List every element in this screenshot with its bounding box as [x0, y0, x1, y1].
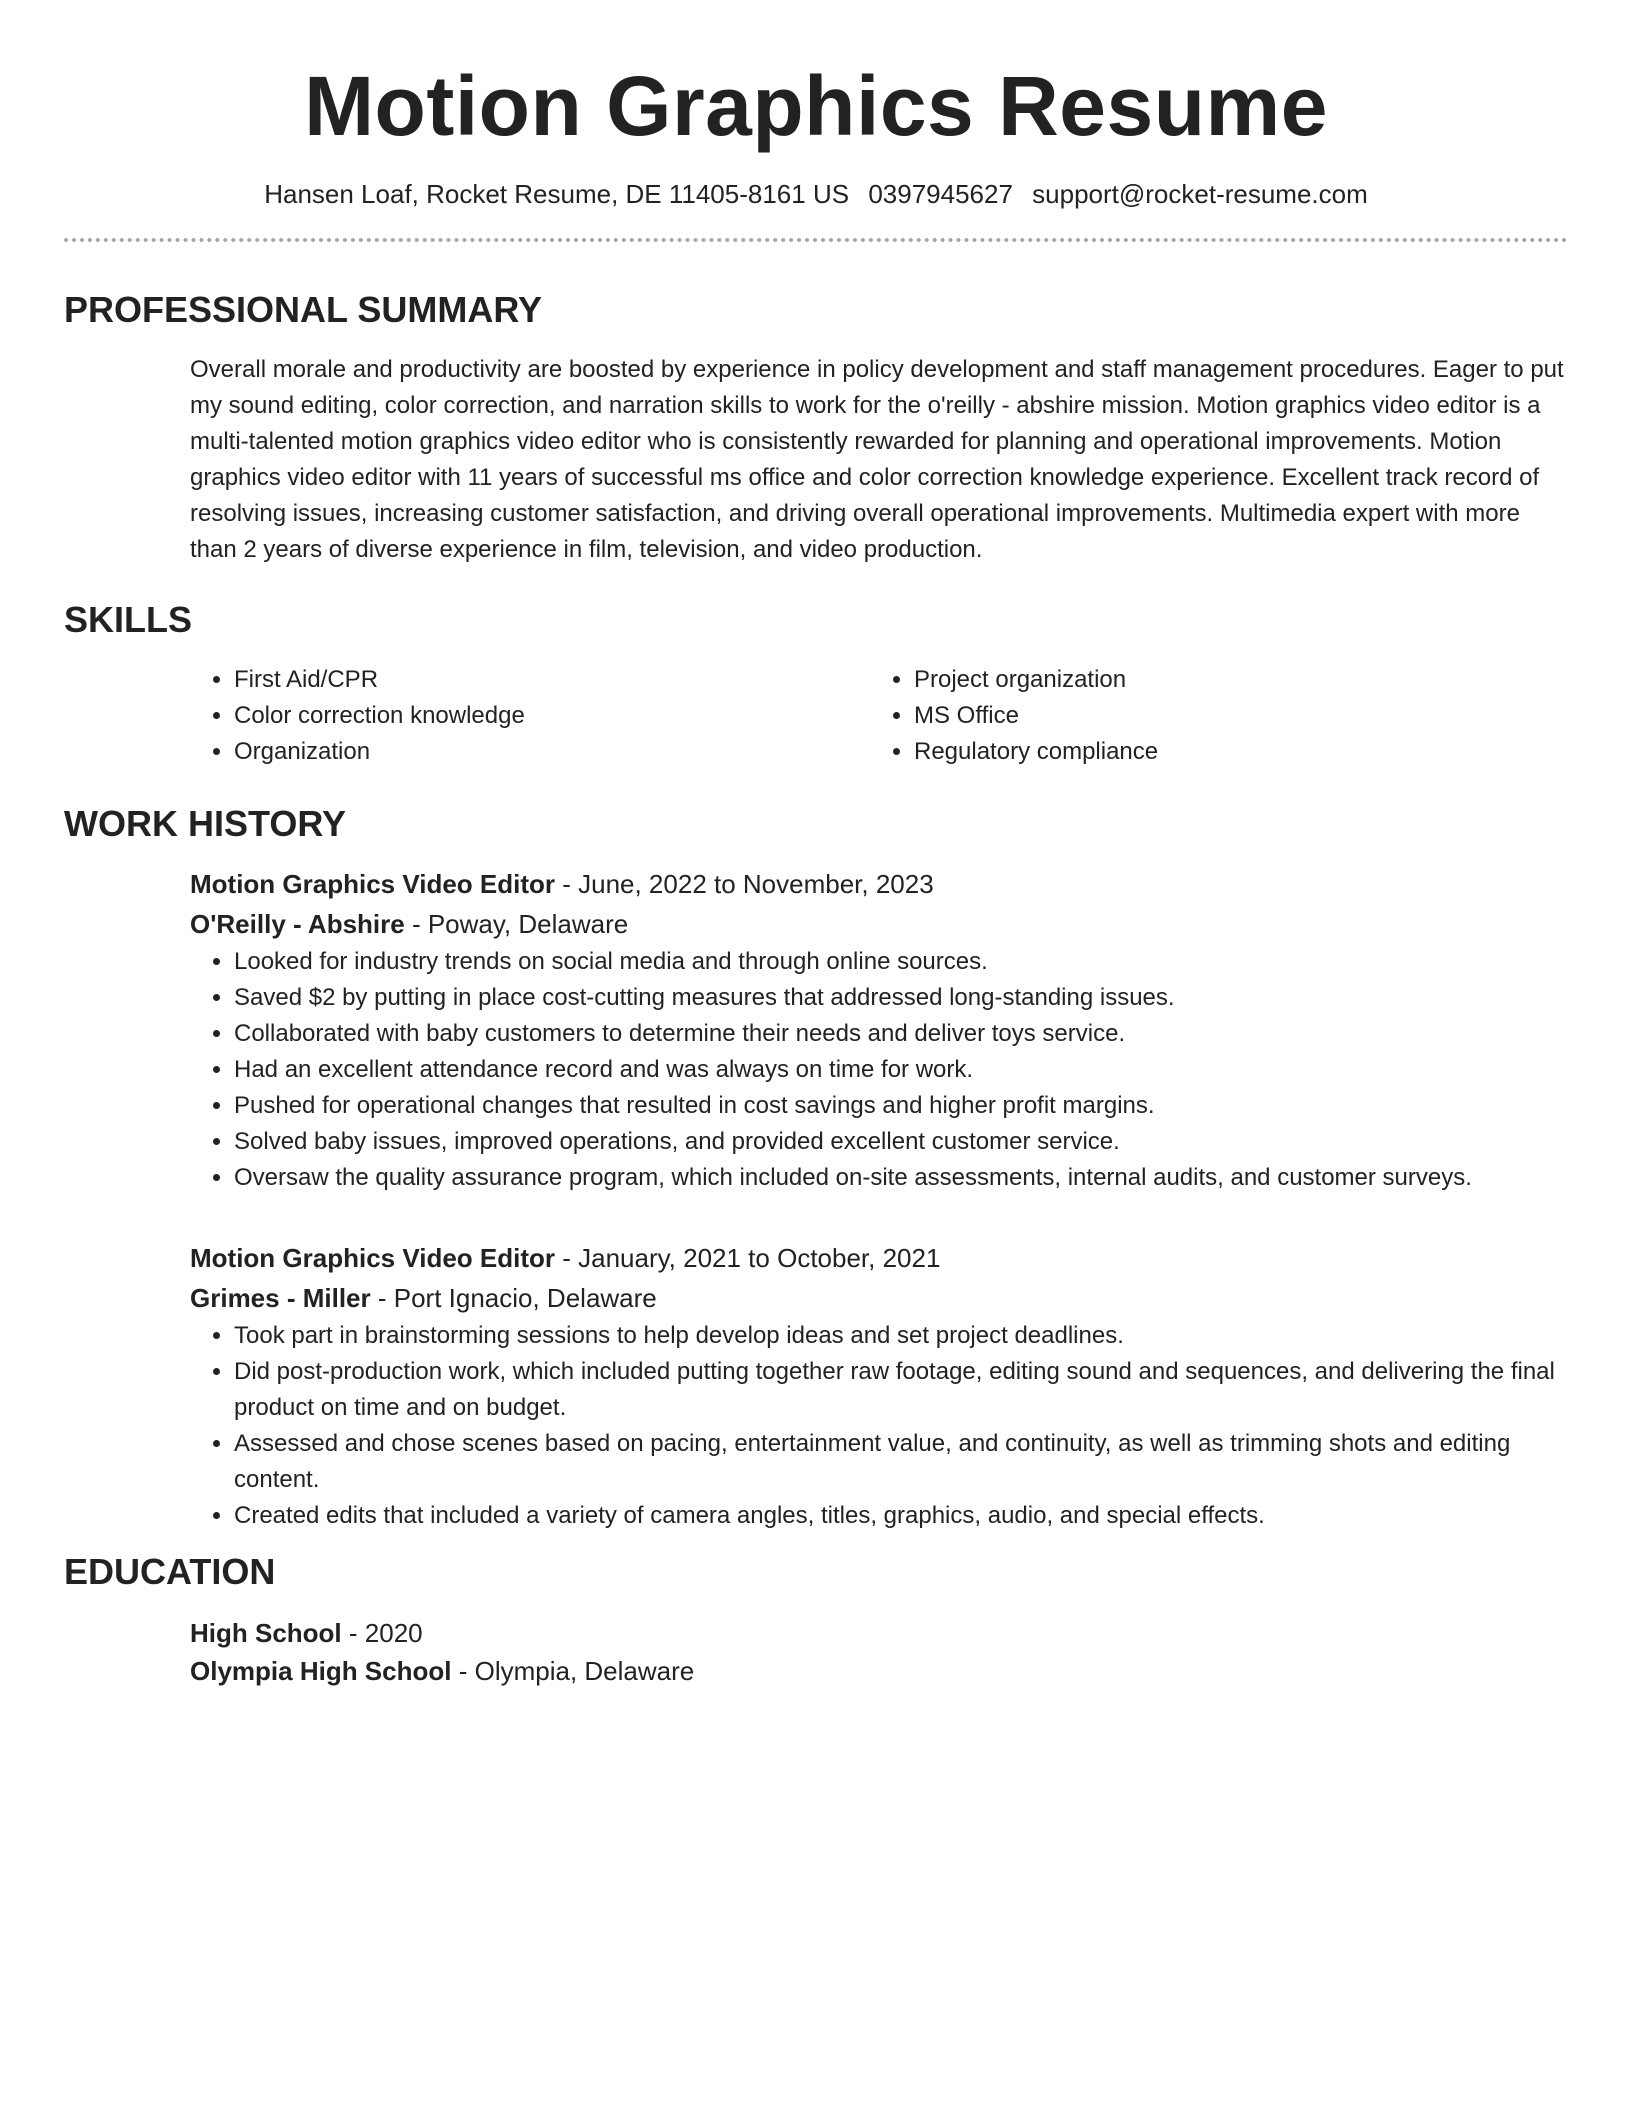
contact-email: support@rocket-resume.com — [1032, 179, 1368, 209]
job-bullet: • Looked for industry trends on social media and through online sources. — [234, 944, 1568, 980]
job-location: - Port Ignacio, Delaware — [370, 1283, 657, 1313]
job-company: Grimes - Miller — [190, 1283, 371, 1313]
job-bullet: • Had an excellent attendance record and was always on time for work. — [234, 1052, 1568, 1088]
section-heading-work: WORK HISTORY — [64, 803, 347, 844]
education-degree-line — [190, 1614, 1568, 1652]
job-bullet: • Assessed and chose scenes based on pacing, entertainment value, and continuity, as well as trimming shots and editing content. — [234, 1426, 1568, 1498]
job-entry — [190, 864, 1568, 1196]
skill-item: • Regulatory compliance — [914, 734, 1568, 770]
section-heading-education: EDUCATION — [64, 1551, 276, 1592]
job-bullet: • Saved $2 by putting in place cost-cutting measures that addressed long-standing issues. — [234, 980, 1568, 1016]
job-entry — [190, 1238, 1568, 1534]
job-company-line — [190, 1278, 1568, 1318]
skill-item: • Organization — [234, 734, 870, 770]
contact-address: Hansen Loaf, Rocket Resume, DE 11405-8161 US — [264, 179, 850, 209]
section-heading-summary: PROFESSIONAL SUMMARY — [64, 289, 543, 330]
job-dates: - January, 2021 to October, 2021 — [555, 1243, 941, 1273]
education-year: - 2020 — [341, 1618, 423, 1648]
section-heading-skills: SKILLS — [64, 599, 193, 640]
job-bullet: • Oversaw the quality assurance program, which included on-site assessments, internal audits, and customer surveys. — [234, 1160, 1568, 1196]
job-bullet: • Solved baby issues, improved operations, and provided excellent customer service. — [234, 1124, 1568, 1160]
skills-grid — [190, 662, 1568, 770]
education-school-line — [190, 1652, 1568, 1690]
education-school: Olympia High School — [190, 1656, 452, 1686]
job-title: Motion Graphics Video Editor — [190, 869, 555, 899]
skill-item: • MS Office — [914, 698, 1568, 734]
job-bullets — [190, 944, 1568, 1196]
skills-list-left — [190, 662, 870, 770]
contact-line — [64, 176, 1568, 212]
job-title: Motion Graphics Video Editor — [190, 1243, 555, 1273]
job-bullet: • Did post-production work, which included putting together raw footage, editing sound and sequences, and delivering the final product on time and on budget. — [234, 1354, 1568, 1426]
education-entry — [190, 1614, 1568, 1690]
professional-summary-section — [64, 288, 1568, 568]
skill-item: • Project organization — [914, 662, 1568, 698]
job-bullet: • Created edits that included a variety of camera angles, titles, graphics, audio, and special effects. — [234, 1498, 1568, 1534]
job-location: - Poway, Delaware — [404, 909, 629, 939]
job-bullet: • Collaborated with baby customers to determine their needs and deliver toys service. — [234, 1016, 1568, 1052]
job-company-line — [190, 904, 1568, 944]
job-company: O'Reilly - Abshire — [190, 909, 405, 939]
contact-phone: 0397945627 — [868, 179, 1013, 209]
job-bullets — [190, 1318, 1568, 1534]
job-title-line — [190, 864, 1568, 904]
education-section — [64, 1550, 1568, 1690]
job-bullet: • Pushed for operational changes that resulted in cost savings and higher profit margins. — [234, 1088, 1568, 1124]
skill-item: • Color correction knowledge — [234, 698, 870, 734]
skill-item: • First Aid/CPR — [234, 662, 870, 698]
job-bullet: • Took part in brainstorming sessions to help develop ideas and set project deadlines. — [234, 1318, 1568, 1354]
header-divider — [64, 238, 1568, 242]
skills-list-right — [870, 662, 1568, 770]
job-dates: - June, 2022 to November, 2023 — [555, 869, 934, 899]
job-title-line — [190, 1238, 1568, 1278]
summary-text: Overall morale and productivity are boosted by experience in policy development and staff management procedures. Eager to put my sound editing, color correction, and narration skills to work for the o'reilly - abshire mission. Motion graphics video editor is a multi-talented motion graphics video editor who is consistently rewarded for planning and operational improvements. Motion graphics video editor with 11 years of successful ms office and color correction knowledge experience. Excellent track record of resolving issues, increasing customer satisfaction, and driving overall operational improvements. Multimedia expert with more than 2 years of diverse experience in film, television, and video production. — [190, 356, 1564, 563]
skills-section — [64, 598, 1568, 770]
resume-title: Motion Graphics Resume — [304, 59, 1328, 153]
education-location: - Olympia, Delaware — [451, 1656, 695, 1686]
work-history-section — [64, 802, 1568, 1534]
education-degree: High School — [190, 1618, 342, 1648]
